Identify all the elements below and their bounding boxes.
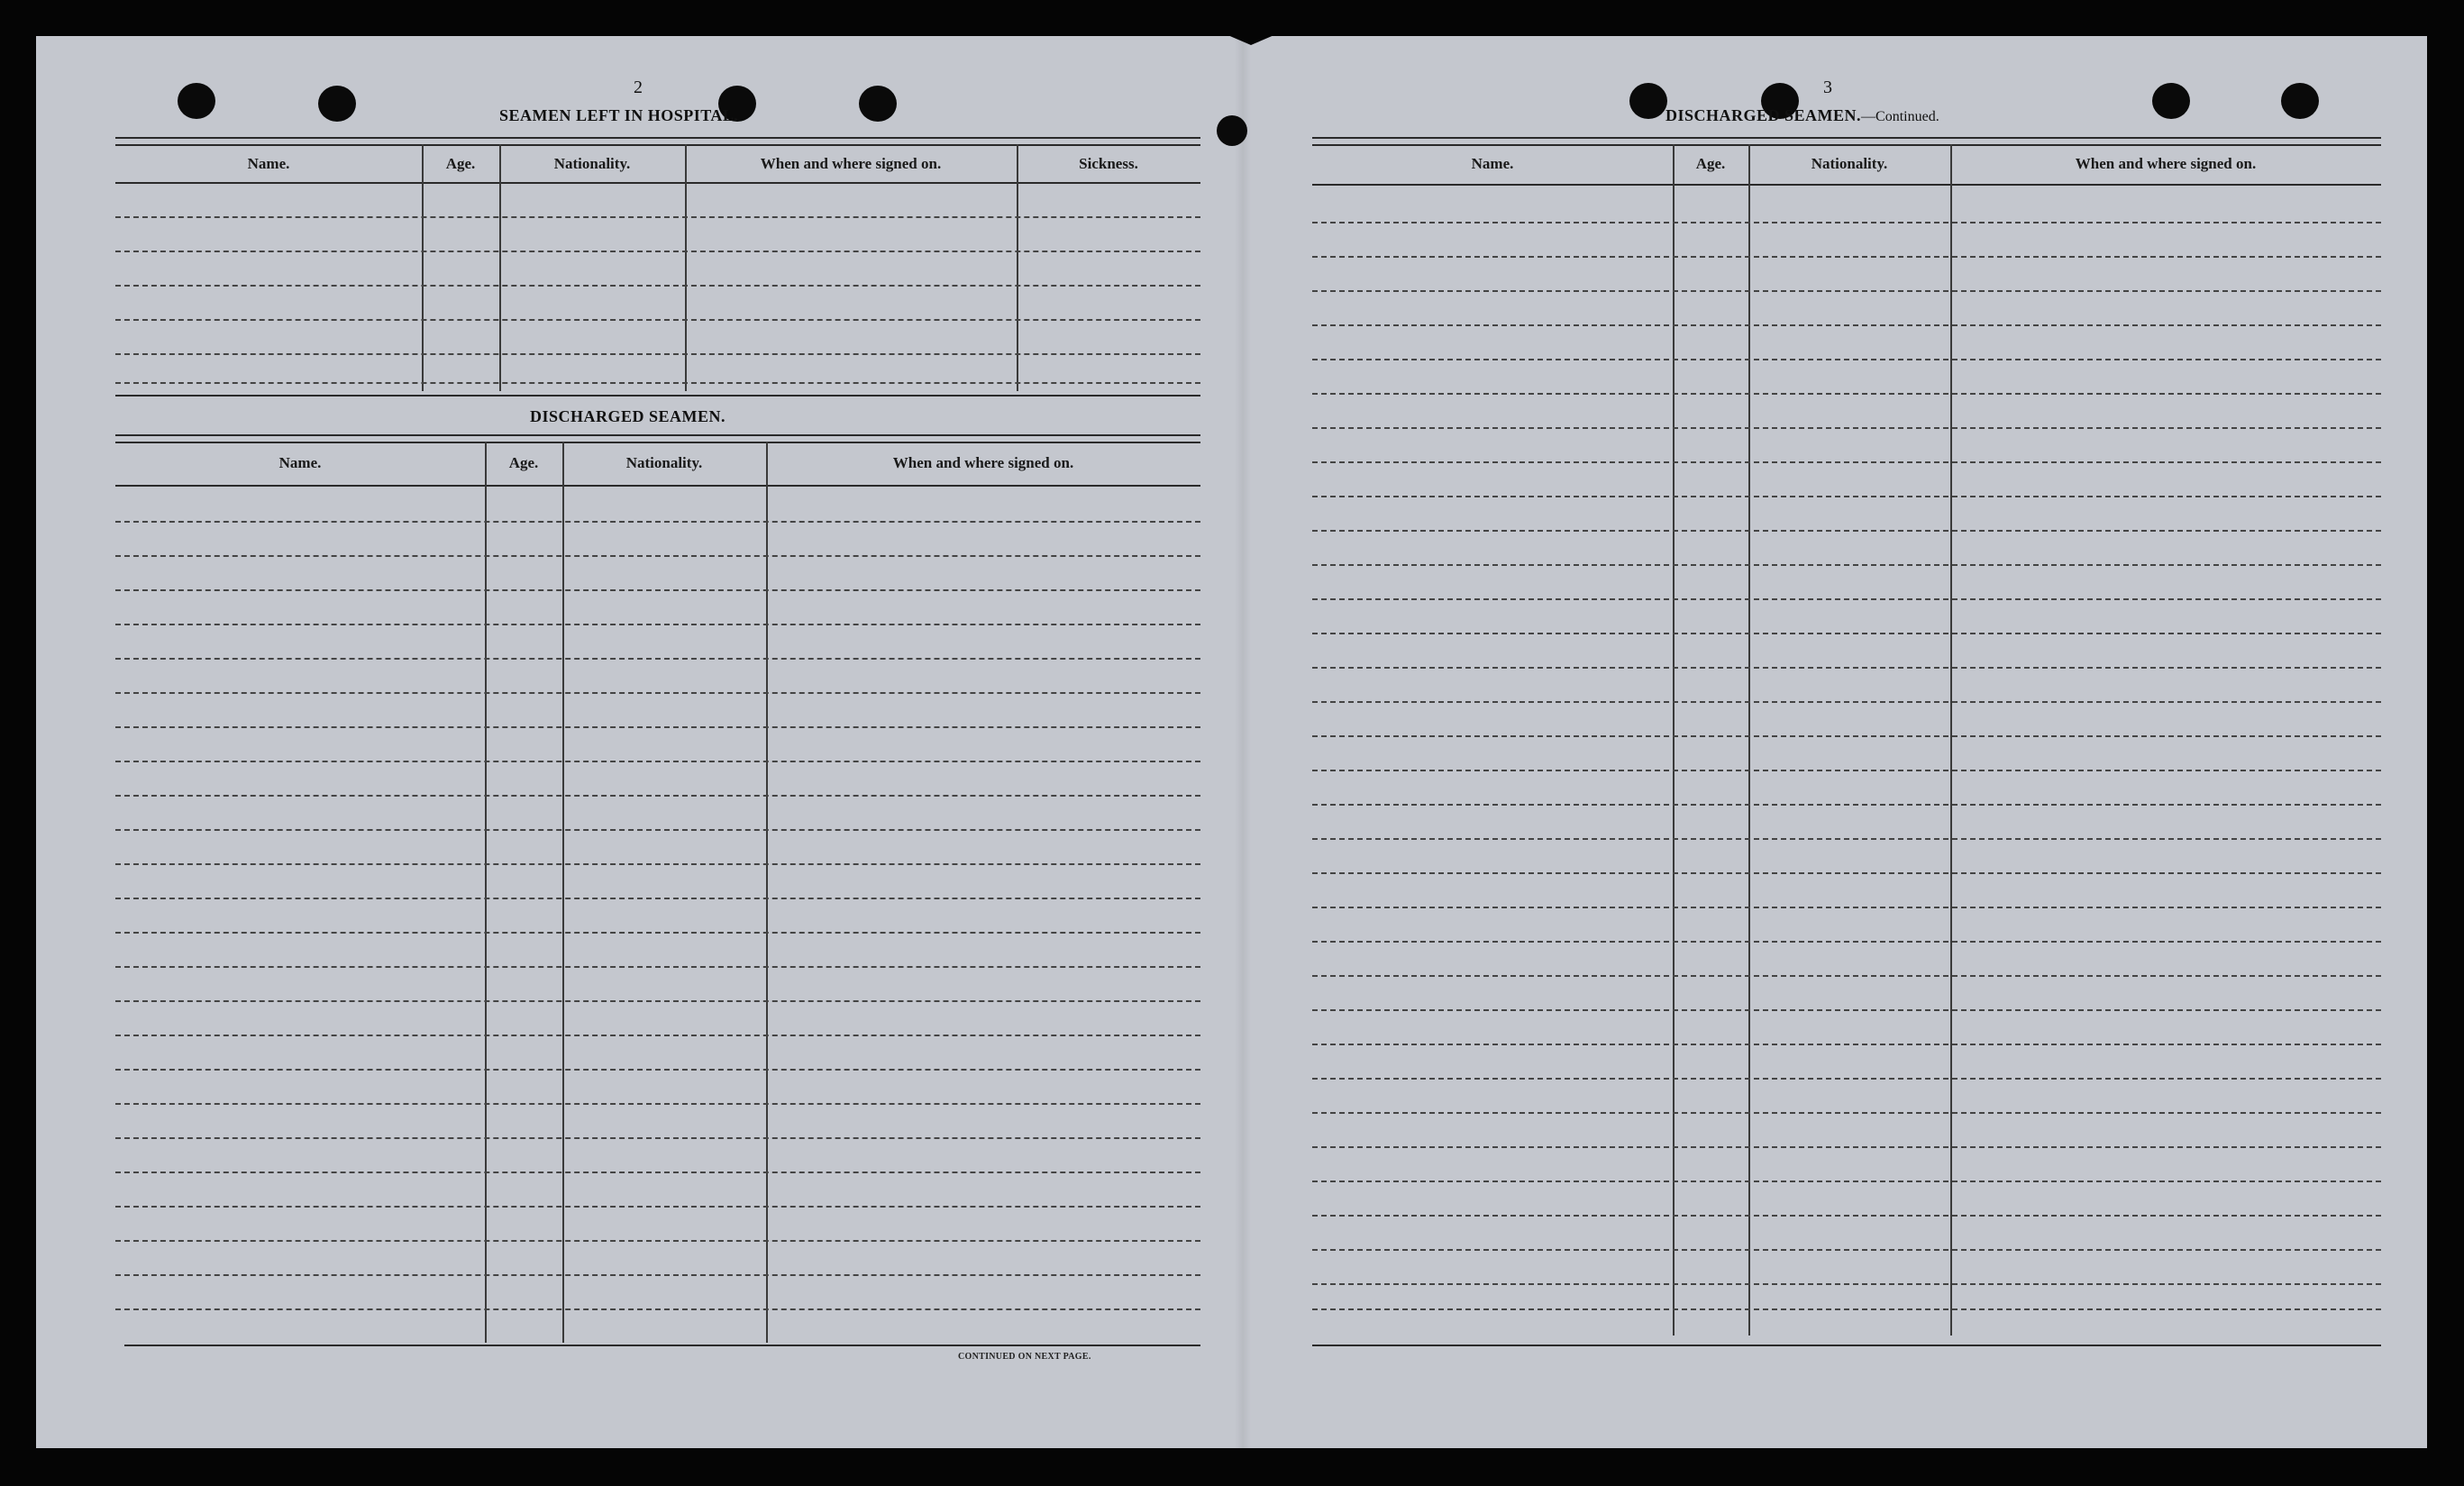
entry-line <box>1312 222 2381 223</box>
col-header-age: Age. <box>508 454 539 471</box>
entry-line <box>115 319 1200 321</box>
header-underline <box>115 182 1200 184</box>
entry-line <box>1312 1215 2381 1217</box>
punch-hole <box>859 86 897 122</box>
entry-line <box>115 966 1200 968</box>
table-bottom-rule <box>1312 1345 2381 1346</box>
col-header-sickness: Sickness. <box>1079 155 1138 172</box>
entry-line <box>115 761 1200 762</box>
entry-line <box>115 932 1200 934</box>
entry-line <box>115 521 1200 523</box>
entry-line <box>1312 1009 2381 1011</box>
header-underline <box>115 485 1200 487</box>
column-divider <box>1673 144 1675 1336</box>
column-divider <box>766 442 768 1343</box>
entry-line <box>1312 941 2381 943</box>
entry-line <box>115 1000 1200 1002</box>
entry-line <box>115 1308 1200 1310</box>
entry-line <box>115 1171 1200 1173</box>
col-header-nationality: Nationality. <box>553 155 631 172</box>
entry-line <box>1312 324 2381 326</box>
entry-line <box>115 795 1200 797</box>
fold-notch <box>1226 34 1276 45</box>
entry-line <box>115 251 1200 252</box>
entry-line <box>115 1137 1200 1139</box>
entry-line <box>1312 598 2381 600</box>
table-bottom-rule <box>115 395 1200 397</box>
punch-hole <box>2281 83 2319 119</box>
entry-line <box>115 863 1200 865</box>
table-top-rule <box>115 137 1200 146</box>
entry-line <box>1312 1181 2381 1182</box>
entry-line <box>115 624 1200 625</box>
col-header-nationality: Nationality. <box>625 454 703 471</box>
entry-line <box>115 898 1200 899</box>
entry-line <box>115 1103 1200 1105</box>
table-bottom-rule <box>124 1345 1200 1346</box>
entry-line <box>1312 1146 2381 1148</box>
punch-hole <box>1217 115 1247 146</box>
entry-line <box>1312 770 2381 771</box>
entry-line <box>1312 1078 2381 1080</box>
entry-line <box>115 382 1200 384</box>
col-header-name: Name. <box>1471 155 1514 172</box>
hospital-table <box>115 137 1200 440</box>
entry-line <box>1312 701 2381 703</box>
punch-hole <box>318 86 356 122</box>
table-top-rule <box>1312 137 2381 146</box>
col-header-signed-on: When and where signed on. <box>892 454 1074 471</box>
entry-line <box>1312 427 2381 429</box>
entry-line <box>1312 461 2381 463</box>
col-header-name: Name. <box>278 454 322 471</box>
column-divider <box>1950 144 1952 1336</box>
entry-line <box>115 353 1200 355</box>
discharged-continued-table <box>1312 137 2381 1372</box>
entry-line <box>115 1069 1200 1071</box>
table-top-rule <box>115 434 1200 443</box>
entry-line <box>1312 564 2381 566</box>
entry-line <box>115 1035 1200 1036</box>
discharged-section-title: DISCHARGED SEAMEN. <box>530 407 726 425</box>
entry-line <box>1312 804 2381 806</box>
entry-line <box>1312 1112 2381 1114</box>
entry-line <box>115 1274 1200 1276</box>
entry-line <box>115 1240 1200 1242</box>
col-header-name: Name. <box>247 155 290 172</box>
entry-line <box>115 829 1200 831</box>
discharged-continued-title <box>1665 106 1939 125</box>
entry-line <box>115 285 1200 287</box>
entry-line <box>1312 975 2381 977</box>
entry-line <box>1312 393 2381 395</box>
col-header-age: Age. <box>445 155 476 172</box>
entry-line <box>1312 838 2381 840</box>
col-header-signed-on: When and where signed on. <box>760 155 942 172</box>
entry-line <box>1312 667 2381 669</box>
entry-line <box>115 1206 1200 1208</box>
column-divider <box>562 442 564 1343</box>
entry-line <box>115 658 1200 660</box>
entry-line <box>1312 633 2381 634</box>
entry-line <box>1312 256 2381 258</box>
entry-line <box>1312 1283 2381 1285</box>
entry-line <box>115 726 1200 728</box>
title-continued: —Continued. <box>1861 109 1939 124</box>
entry-line <box>115 589 1200 591</box>
page-number-left: 2 <box>634 77 643 97</box>
discharged-table <box>115 434 1200 1363</box>
column-divider <box>485 442 487 1343</box>
ledger-sheet <box>36 36 2427 1448</box>
header-underline <box>1312 184 2381 186</box>
hospital-section-title: SEAMEN LEFT IN HOSPITAL. <box>499 106 739 124</box>
entry-line <box>1312 1044 2381 1045</box>
entry-line <box>1312 290 2381 292</box>
entry-line <box>1312 496 2381 497</box>
entry-line <box>1312 872 2381 874</box>
entry-line <box>115 692 1200 694</box>
title-main: DISCHARGED SEAMEN. <box>1665 106 1862 124</box>
entry-line <box>1312 359 2381 360</box>
entry-line <box>1312 907 2381 908</box>
column-divider <box>1748 144 1750 1336</box>
punch-hole <box>178 83 215 119</box>
punch-hole <box>2152 83 2190 119</box>
entry-line <box>1312 530 2381 532</box>
punch-hole <box>1629 83 1667 119</box>
entry-line <box>115 555 1200 557</box>
col-header-signed-on: When and where signed on. <box>2075 155 2257 172</box>
entry-line <box>1312 735 2381 737</box>
col-header-nationality: Nationality. <box>1811 155 1888 172</box>
continued-note: CONTINUED ON NEXT PAGE. <box>958 1352 1091 1362</box>
page-number-right: 3 <box>1823 77 1832 97</box>
col-header-age: Age. <box>1695 155 1726 172</box>
entry-line <box>1312 1308 2381 1310</box>
entry-line <box>115 216 1200 218</box>
center-fold <box>1235 36 1251 1448</box>
entry-line <box>1312 1249 2381 1251</box>
